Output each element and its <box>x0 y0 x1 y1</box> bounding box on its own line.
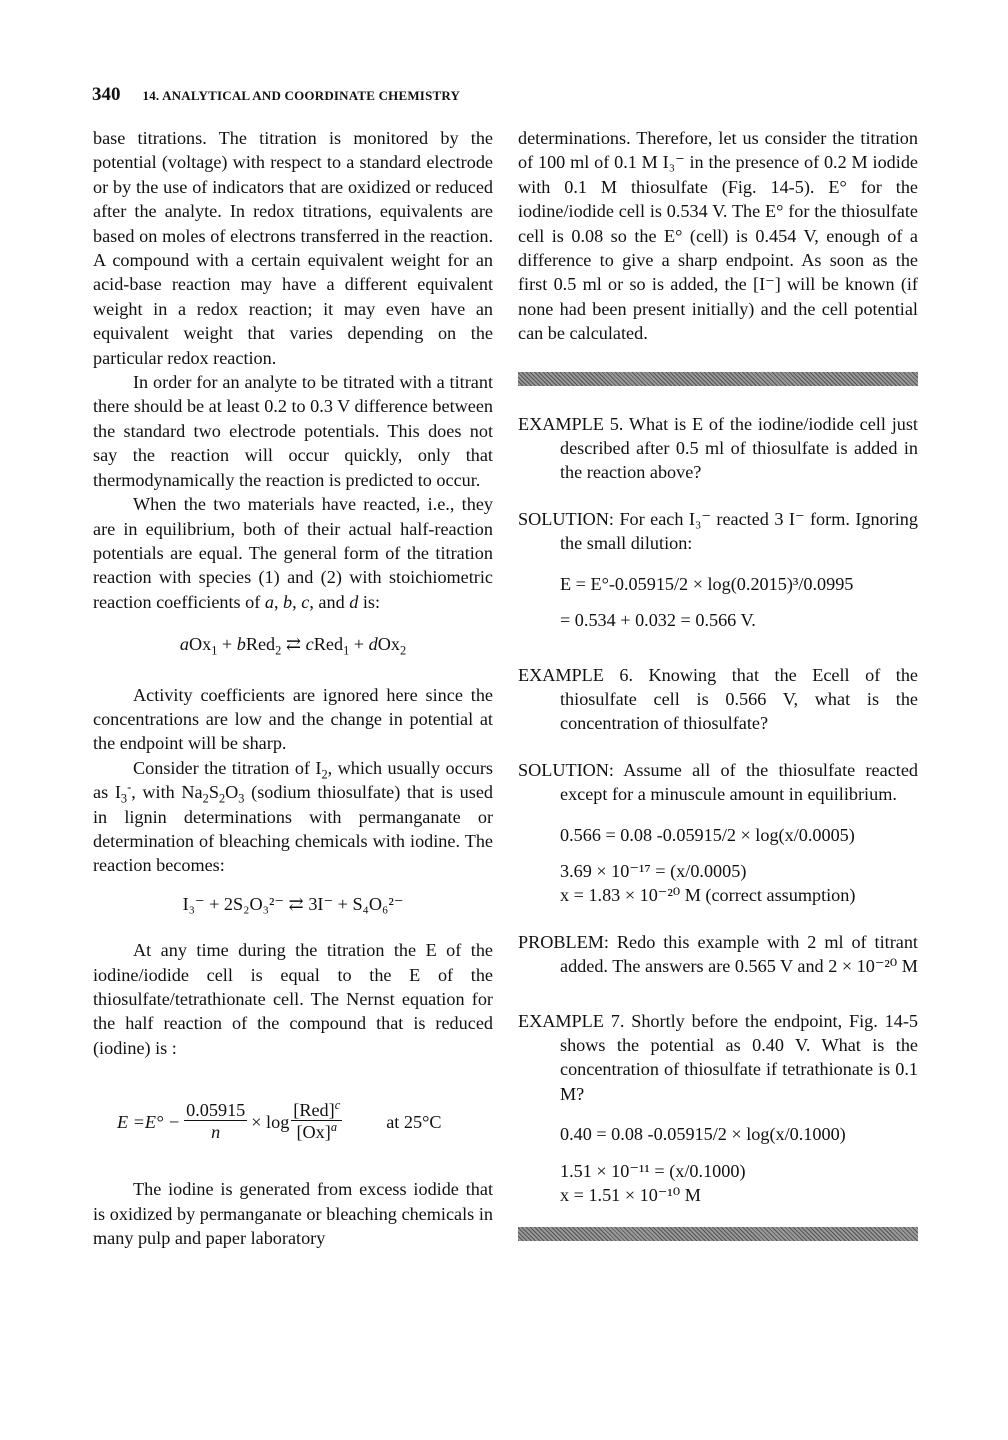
page-header <box>92 84 460 106</box>
example-7: EXAMPLE 7. Shortly before the endpoint, Fig. 14-5 shows the potential as 0.40 V. What is the concentration of thiosulfate if tetrathionate is 0.1 M? <box>518 1010 918 1104</box>
example-5: EXAMPLE 5. What is E of the iodine/iodide cell just described after 0.5 ml of thiosulfate is added in the reaction above? <box>518 413 918 483</box>
page-number: 340 <box>92 84 121 105</box>
nernst-equation: E =E° − $\frac{0.05915}{n}$ × log $\frac{[Red]^c}{[Ox]^a}$ at 25°C <box>117 1098 442 1143</box>
paragraph: Consider the titration of $I_2$, which usually occurs as $I_3^-$, with $Na_2S_2O_3$ (sodium thiosulfate) that is used in lignin determinations with permanganate or determination of bleaching chemicals with iodine. The reaction becomes: <box>93 757 494 876</box>
paragraph: When the two materials have reacted, i.e., they are in equilibrium, both of their actual half-reaction potentials are equal. The general form of the titration reaction with species (1) and (2) with stoichiometric reaction coefficients of a, b, c, and d is: <box>93 494 493 612</box>
example-6: EXAMPLE 6. Knowing that the Ecell of the thiosulfate cell is 0.566 V, what is the concentration of thiosulfate? <box>518 664 918 734</box>
paragraph: At any time during the titration the E of the iodine/iodide cell is equal to the E of the thiosulfate/tetrathionate cell. The Nernst equation for the half reaction of the compound that is reduced (iodine) is : <box>93 940 493 1058</box>
paragraph: base titrations. The titration is monitored by the potential (voltage) with respect to a standard electrode or by the use of indicators that are oxidized or reduced after the analyte. In redox titrations, equivalents are based on moles of electrons transferred in the reaction. A compound with a certain equivalent weight for an acid-base reaction may have a different equivalent weight in a redox reaction; it may even have an equivalent weight that varies depending on the particular redox reaction. <box>93 128 493 368</box>
solution-6: SOLUTION: Assume all of the thiosulfate reacted except for a minuscule amount in equilibrium. <box>518 759 918 805</box>
solution-6-equation: 0.566 = 0.08 -0.05915/2 × log(x/0.0005) <box>560 824 855 845</box>
solution-6-result: x = 1.83 × 10⁻²⁰ M (correct assumption) <box>560 885 856 906</box>
problem: PROBLEM: Redo this example with 2 ml of titrant added. The answers are 0.565 V and 2 × 10⁻²⁰ M <box>518 931 918 977</box>
example-7-equation: 0.40 = 0.08 -0.05915/2 × log(x/0.1000) <box>560 1124 846 1145</box>
paragraph: The iodine is generated from excess iodide that is oxidized by permanganate or bleaching chemicals in many pulp and paper laboratory <box>93 1179 493 1249</box>
section-divider-bar <box>518 1227 918 1241</box>
paragraph: Activity coefficients are ignored here since the concentrations are low and the change in potential at the endpoint will be sharp. <box>93 684 493 754</box>
right-column <box>518 126 918 1267</box>
solution-5: SOLUTION: For each I₃⁻ reacted 3 I⁻ form. Ignoring the small dilution: <box>518 508 918 554</box>
solution-6-step: 3.69 × 10⁻¹⁷ = (x/0.0005) <box>560 860 747 881</box>
thiosulfate-reaction-equation: I₃⁻ + 2S₂O₃²⁻ ⇄ 3I⁻ + S₄O₆²⁻ <box>182 893 404 914</box>
left-column <box>93 126 493 1250</box>
paragraph: determinations. Therefore, let us consider the titration of 100 ml of 0.1 M I₃⁻ in the presence of 0.2 M iodide with 0.1 M thiosulfate (Fig. 14-5). E° for the iodine/iodide cell is 0.534 V. The E° for the thiosulfate cell is 0.08 so the E° (cell) is 0.454 V, enough of a difference to give a sharp endpoint. As soon as the first 0.5 ml or so is added, the [I⁻] will be known (if none had been present initially) and the cell potential can be calculated. <box>518 128 918 344</box>
example-7-step: 1.51 × 10⁻¹¹ = (x/0.1000) <box>560 1160 746 1181</box>
paragraph: In order for an analyte to be titrated with a titrant there should be at least 0.2 to 0.3 V difference between the standard two electrode potentials. This does not say the reaction will occur quickly, only that thermodynamically the reaction is predicted to occur. <box>93 372 493 490</box>
example-7-result: x = 1.51 × 10⁻¹⁰ M <box>560 1185 701 1205</box>
solution-5-equation: E = E°-0.05915/2 × log(0.2015)³/0.0995 <box>560 573 854 594</box>
running-title: 14. ANALYTICAL AND COORDINATE CHEMISTRY <box>142 88 461 103</box>
general-reaction-equation: aOx$_1$ + bRed$_2$ ⇄ cRed$_1$ + dOx$_2$ <box>179 634 407 658</box>
solution-5-result: = 0.534 + 0.032 = 0.566 V. <box>560 610 756 631</box>
section-divider-bar <box>518 372 918 386</box>
